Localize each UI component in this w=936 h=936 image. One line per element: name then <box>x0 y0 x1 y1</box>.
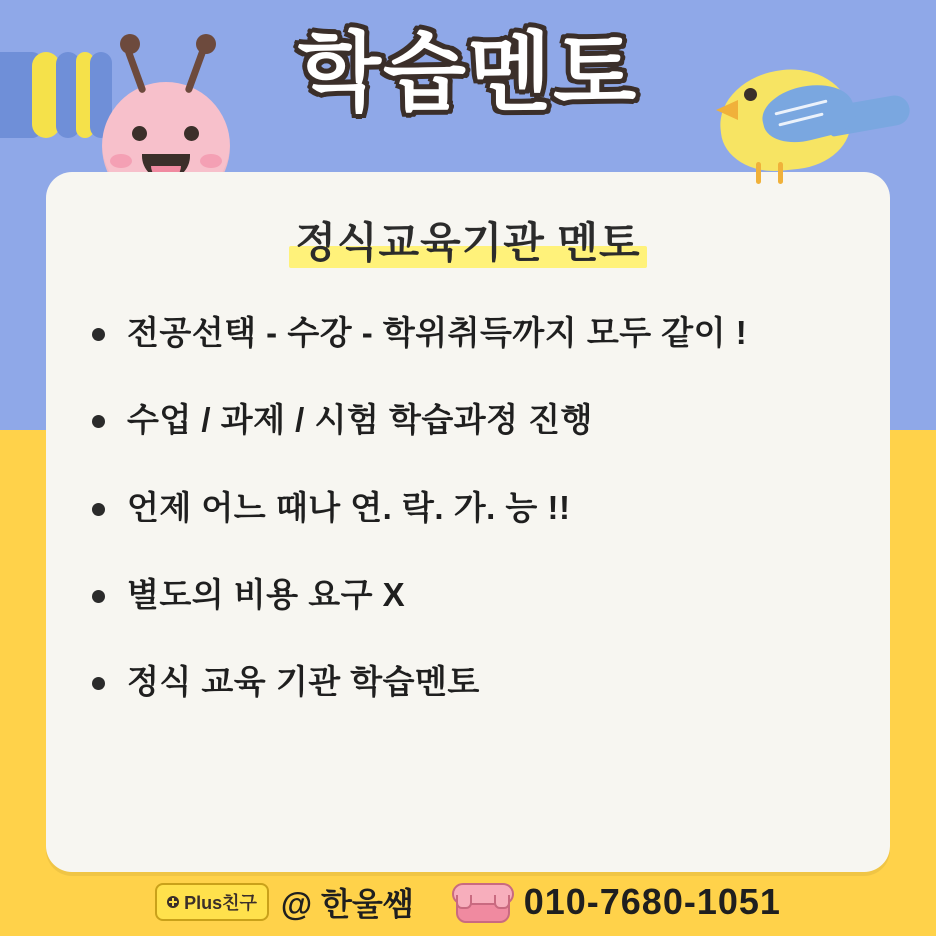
plus-friend-icon[interactable] <box>155 883 269 921</box>
list-item <box>92 312 862 353</box>
phone-number: 010-7680-1051 <box>523 881 781 922</box>
list-item-label: 정식 교육 기관 학습멘토 <box>127 663 480 700</box>
bird-leg-icon <box>778 162 783 184</box>
cheek-icon <box>110 154 132 168</box>
footer <box>46 872 890 932</box>
bullet-dot-icon <box>92 677 105 690</box>
card-title <box>289 210 646 270</box>
eye-icon <box>132 126 147 141</box>
list-item-label: 언제 어느 때나 연. 락. 가. 능 !! <box>127 488 571 526</box>
bullet-dot-icon <box>92 415 105 428</box>
bullet-list <box>92 312 862 748</box>
antenna-tip-icon <box>196 34 216 54</box>
bird-eye-icon <box>744 88 757 101</box>
list-item <box>92 487 862 528</box>
bird-beak-icon <box>716 100 738 120</box>
telephone-handset <box>452 883 514 905</box>
bullet-dot-icon <box>92 590 105 603</box>
cheek-icon <box>200 154 222 168</box>
card-title-text: 정식교육기관 멘토 <box>295 219 641 266</box>
kakao-handle: @ 한울쌤 <box>280 886 414 922</box>
bullet-dot-icon <box>92 503 105 516</box>
antenna-icon <box>184 48 206 94</box>
plus-symbol-icon <box>167 896 179 908</box>
eye-icon <box>184 126 199 141</box>
content-card <box>46 172 890 872</box>
list-item-label: 수업 / 과제 / 시험 학습과정 진행 <box>127 401 593 439</box>
bird-icon <box>700 52 910 192</box>
list-item <box>92 661 862 702</box>
bullet-dot-icon <box>92 328 105 341</box>
list-item <box>92 574 862 615</box>
list-item-label: 전공선택 - 수강 - 학위취득까지 모두 같이 ! <box>127 314 748 351</box>
card-title-row <box>46 210 890 270</box>
antenna-tip-icon <box>120 34 140 54</box>
bird-leg-icon <box>756 162 761 184</box>
list-item-label: 별도의 비용 요구 X <box>127 575 406 613</box>
caterpillar-mascot-icon <box>0 52 240 138</box>
telephone-icon <box>452 881 510 923</box>
antenna-icon <box>124 48 146 94</box>
page-title: 학습멘토 <box>297 25 639 121</box>
list-item <box>92 399 862 440</box>
plus-friend-label: Plus친구 <box>184 893 257 913</box>
